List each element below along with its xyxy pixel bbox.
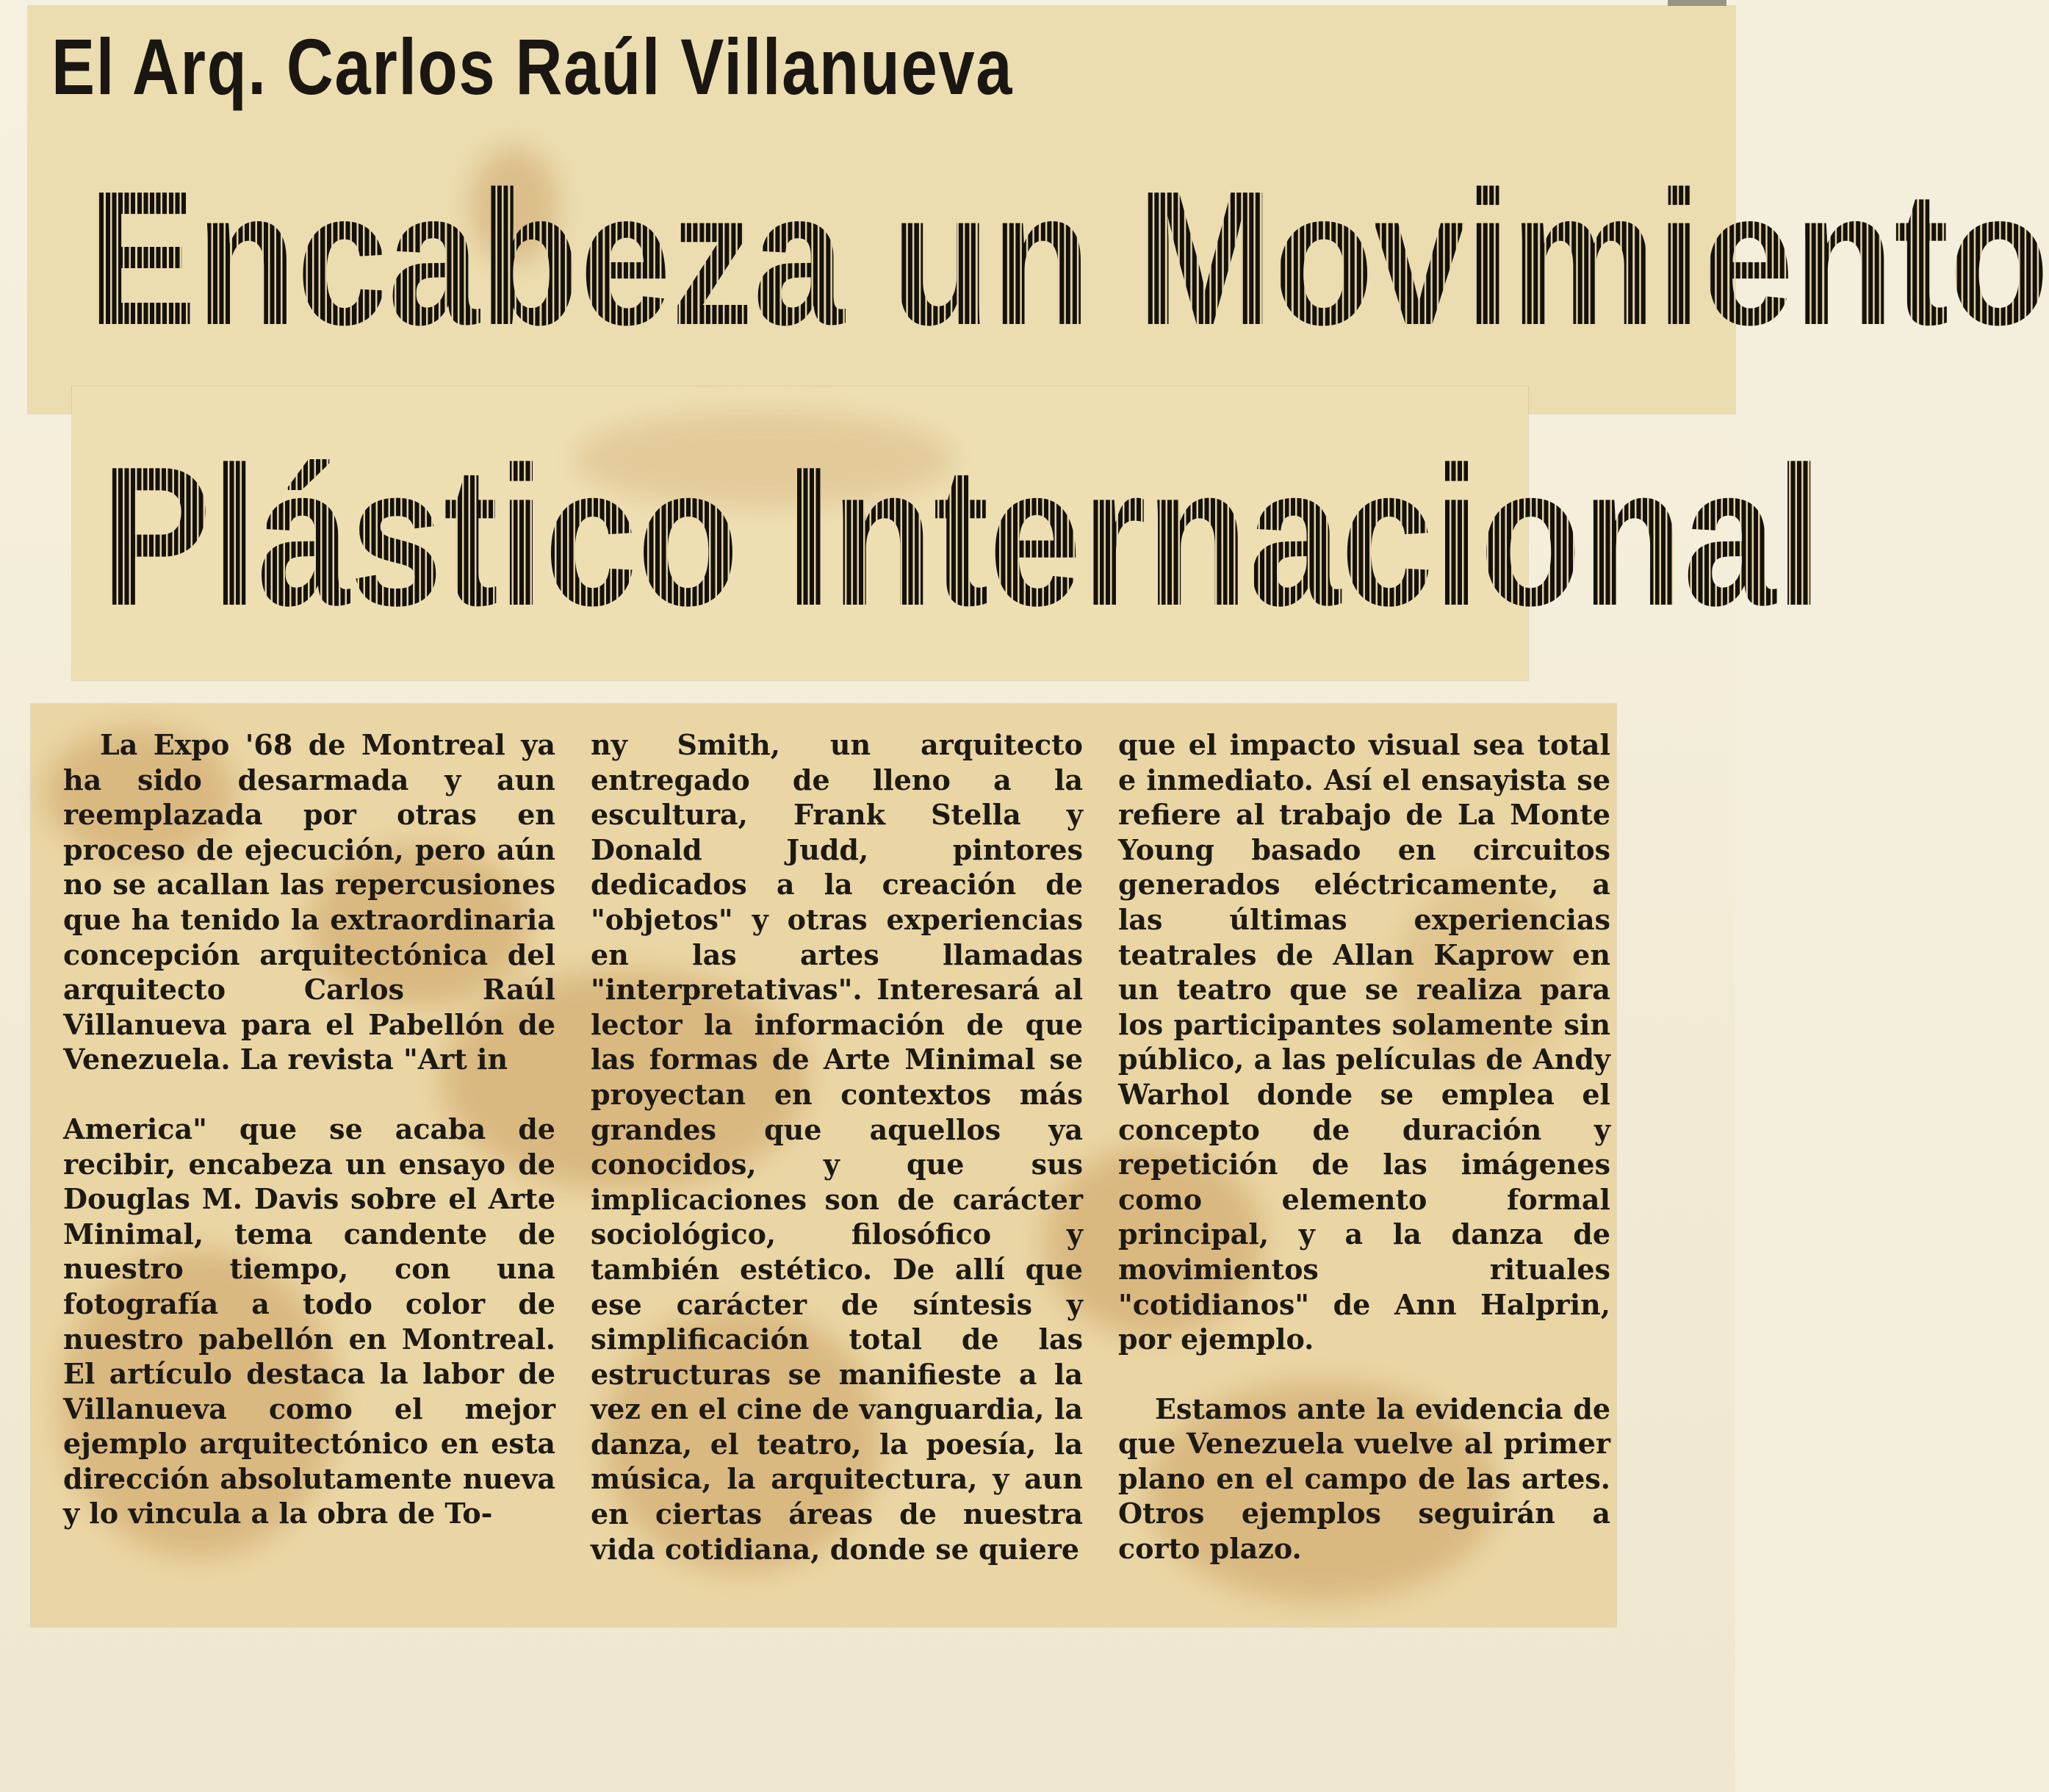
paragraph: ny Smith, un arquitecto entregado de lleno a la escultura, Frank Stella y Donald Judd, pintores dedicados a la creación de "objetos" y otras experiencias en las artes llamadas "interpretativas". Interesará al lector la información de que las formas de Arte Minimal se proyectan en contextos más grandes que aquellos ya conocidos, y que sus implicaciones son de carácter sociológico, filosófico y también estético. De allí que ese carácter de síntesis y simplificación total de las estructuras se manifieste a la vez en el cine de vanguardia, la danza, el teatro, la poesía, la música, la arquitectura, y aun en ciertas áreas de nuestra vida cotidiana, donde se quiere — [591, 728, 1083, 1566]
paragraph: Estamos ante la evidencia de que Venezuela vuelve al primer plano en el campo de las artes. Otros ejemplos seguirán a corto plazo. — [1118, 1392, 1610, 1566]
text-column-3 — [1118, 727, 1610, 1566]
paragraph: La Expo '68 de Montreal ya ha sido desarmada y aun reemplazada por otras en proceso de ejecución, pero aún no se acallan las repercusiones que ha tenido la extraordinaria concepción arquitectónica del arquitecto Carlos Raúl Villanueva para el Pabellón de Venezuela. La revista "Art in — [63, 728, 555, 1076]
text-column-1 — [63, 727, 555, 1531]
pencil-mark — [1668, 0, 1726, 6]
headline-line-1: Encabeza un Movimiento — [87, 152, 2049, 365]
text-column-2 — [591, 727, 1083, 1566]
paragraph: que el impacto visual sea total e inmediato. Así el ensayista se refiere al trabajo de La Monte Young basado en circuitos generados eléctricamente, a las últimas experiencias teatrales de Allan Kaprow en un teatro que se realiza para los participantes solamente sin público, a las películas de Andy Warhol donde se emplea el concepto de duración y repetición de las imágenes como elemento formal principal, y a la danza de movimientos rituales "cotidianos" de Ann Halprin, por ejemplo. — [1118, 728, 1610, 1356]
paragraph-gap — [63, 1077, 555, 1112]
headline-line-2: Plástico Internacional — [100, 426, 1823, 647]
paragraph-gap — [1118, 1357, 1610, 1392]
article-kicker: El Arq. Carlos Raúl Villanueva — [51, 22, 1014, 111]
paragraph: America" que se acaba de recibir, encabeza un ensayo de Douglas M. Davis sobre el Arte Minimal, tema candente de nuestro tiempo, con una fotografía a todo color de nuestro pabellón en Montreal. El artículo destaca la labor de Villanueva como el mejor ejemplo arquitectónico en esta dirección absolutamente nueva y lo vincula a la obra de To- — [63, 1112, 555, 1530]
article-columns — [63, 727, 1613, 1609]
